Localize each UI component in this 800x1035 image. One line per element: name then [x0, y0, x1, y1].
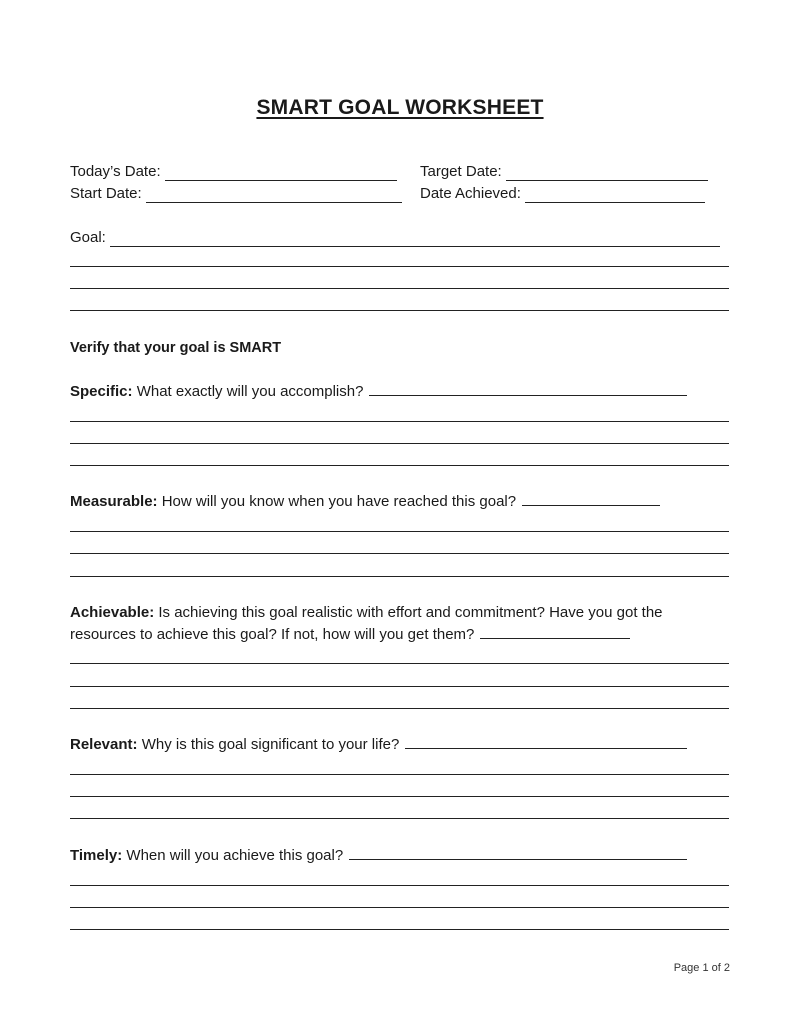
page-title: SMART GOAL WORKSHEET	[256, 96, 544, 119]
specific-label: Specific:	[70, 383, 133, 400]
specific-line[interactable]	[70, 443, 729, 444]
timely-line[interactable]	[70, 929, 729, 930]
timely-line[interactable]	[70, 885, 729, 886]
measurable-line[interactable]	[70, 576, 729, 577]
measurable-answer-field[interactable]	[522, 492, 660, 506]
achievable-line[interactable]	[70, 663, 729, 664]
specific-question-text: What exactly will you accomplish?	[132, 383, 364, 400]
date-achieved-row	[420, 185, 705, 203]
goal-field[interactable]	[110, 231, 720, 247]
goal-line[interactable]	[70, 266, 729, 267]
timely-label: Timely:	[70, 847, 123, 864]
verify-heading: Verify that your goal is SMART	[70, 340, 282, 356]
specific-line[interactable]	[70, 465, 729, 466]
relevant-label: Relevant:	[70, 736, 138, 753]
start-date-row	[70, 185, 402, 203]
measurable-label: Measurable:	[70, 493, 158, 510]
goal-label: Goal:	[70, 229, 106, 246]
achievable-line[interactable]	[70, 686, 729, 687]
goal-row	[70, 229, 720, 247]
start-date-label: Start Date:	[70, 185, 142, 202]
goal-line[interactable]	[70, 288, 729, 289]
timely-question	[70, 845, 730, 867]
relevant-line[interactable]	[70, 774, 729, 775]
todays-date-label: Today’s Date:	[70, 163, 161, 180]
timely-answer-field[interactable]	[349, 846, 687, 860]
relevant-question	[70, 734, 730, 756]
target-date-label: Target Date:	[420, 163, 502, 180]
achievable-label: Achievable:	[70, 604, 155, 621]
measurable-line[interactable]	[70, 531, 729, 532]
measurable-question	[70, 491, 730, 513]
todays-date-row	[70, 163, 397, 181]
todays-date-field[interactable]	[165, 165, 397, 181]
achievable-question	[70, 602, 730, 646]
target-date-field[interactable]	[506, 165, 708, 181]
relevant-answer-field[interactable]	[405, 735, 687, 749]
specific-question	[70, 381, 730, 403]
target-date-row	[420, 163, 708, 181]
timely-line[interactable]	[70, 907, 729, 908]
goal-line[interactable]	[70, 310, 729, 311]
timely-question-text: When will you achieve this goal?	[122, 847, 344, 864]
measurable-line[interactable]	[70, 553, 729, 554]
achievable-line[interactable]	[70, 708, 729, 709]
achievable-answer-field[interactable]	[480, 625, 630, 639]
relevant-line[interactable]	[70, 818, 729, 819]
date-achieved-label: Date Achieved:	[420, 185, 521, 202]
relevant-line[interactable]	[70, 796, 729, 797]
date-achieved-field[interactable]	[525, 187, 705, 203]
measurable-question-text: How will you know when you have reached this goal?	[157, 493, 517, 510]
specific-line[interactable]	[70, 421, 729, 422]
start-date-field[interactable]	[146, 187, 402, 203]
specific-answer-field[interactable]	[369, 382, 687, 396]
achievable-question-text: Is achieving this goal realistic with effort and commitment? Have you got the resources to achieve this goal? If not, how will you get them?	[70, 604, 663, 643]
page-number: Page 1 of 2	[673, 962, 730, 974]
relevant-question-text: Why is this goal significant to your life?	[137, 736, 400, 753]
